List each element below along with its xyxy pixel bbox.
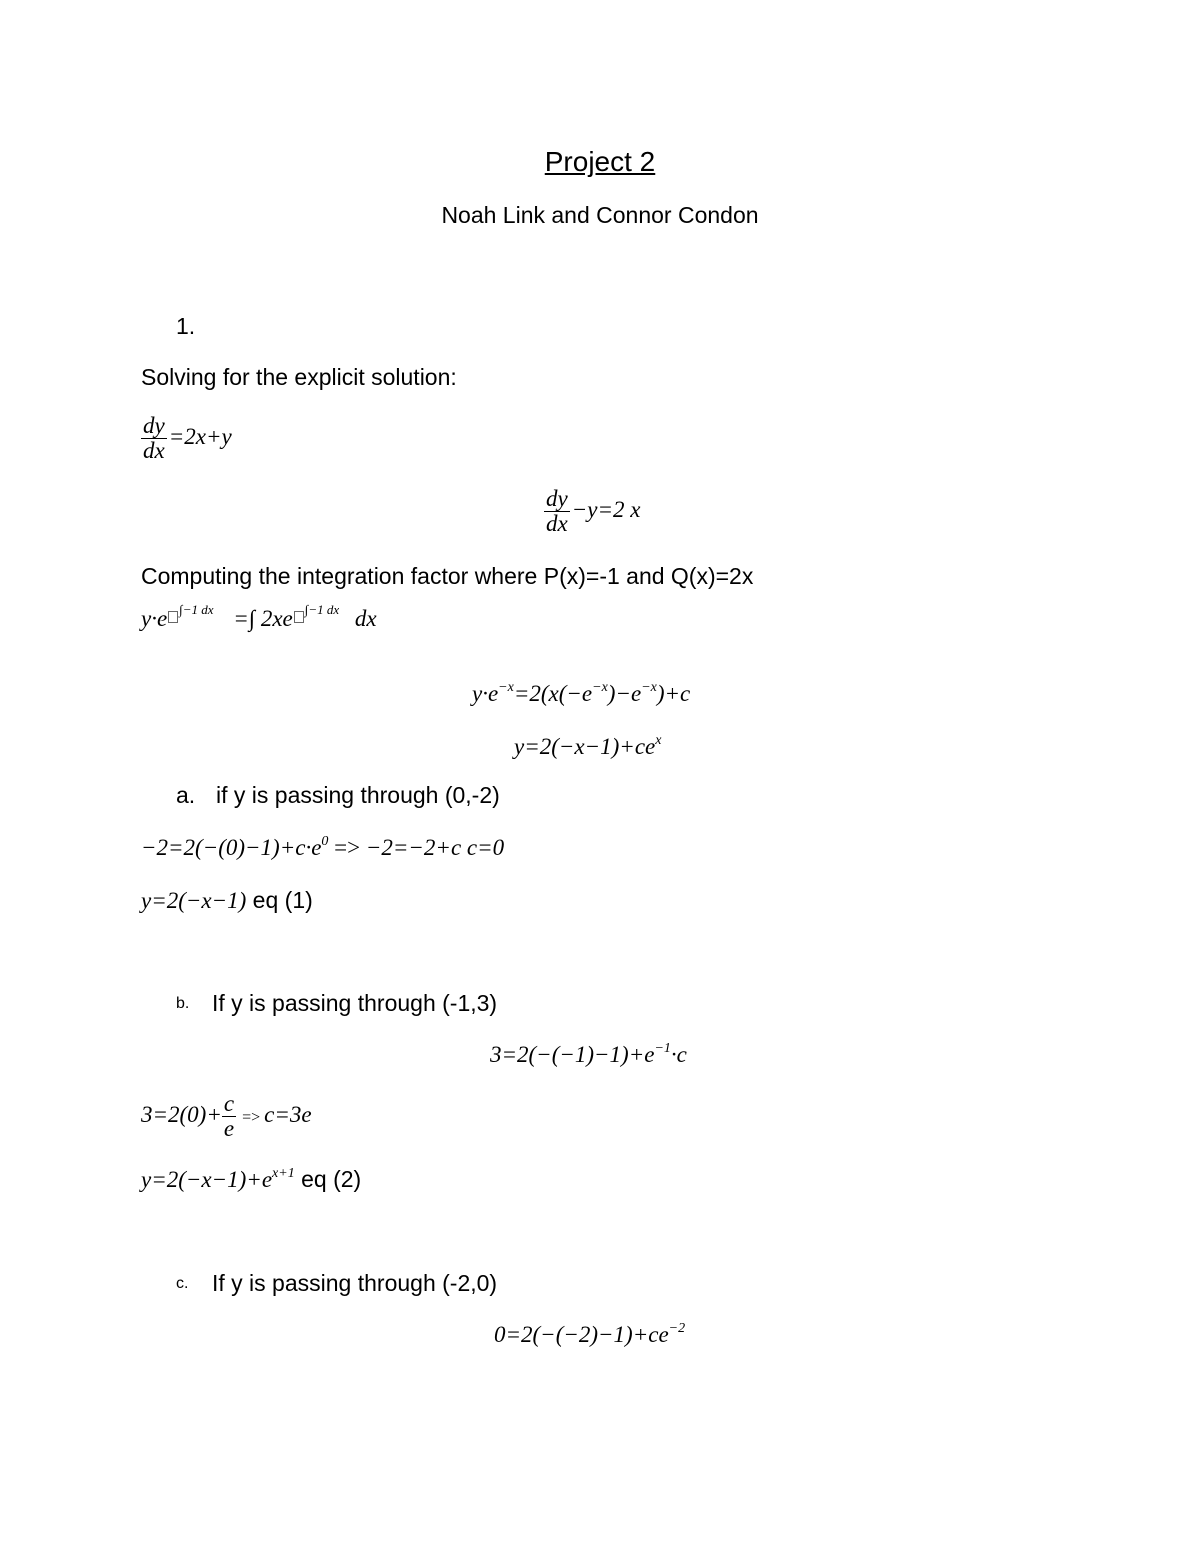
part-b-line3: $y=2(-x-1)+e^{x+1}$ eq (2) [141,1166,362,1192]
fraction-dy-dx: $\frac{dy}{dx}$ [143,413,165,464]
part-c-line1: $0=2(-(-2)-1)+ce^{-2}$ [494,1321,686,1347]
placeholder-box [294,611,304,623]
part-a-heading: if y is passing through (0,-2) [216,782,500,808]
equation-integrated: $y\cdot e^{-x}=2(x(-e^{-x})-e^{-x})+c$ [472,680,691,706]
page-title: Project 2 [544,146,656,177]
fraction-dy-dx: $\frac{dy}{dx}$ [546,486,568,537]
explicit-heading: Solving for the explicit solution: [141,364,457,390]
equation-integration-factor: y·e $^{\int-1 dx}$ =∫ 2xe $^{\int-1 dx}$ dx [141,602,377,631]
problem-number: 1. [176,313,196,339]
placeholder-box [168,611,178,623]
equation-general-solution: $y=2(-x-1)+ce^x$ [514,733,662,759]
integration-heading: Computing the integration factor where P(x)=-1 and Q(x)=2x [141,563,754,589]
part-b-label: b. [176,995,190,1012]
part-b-heading: If y is passing through (-1,3) [212,990,498,1016]
part-a-line2: y=2(−x−1) eq (1) [141,887,313,913]
part-b-line1: $3=2(-(-1)-1)+e^{-1}\cdot c$ [490,1041,687,1067]
part-c-label: c. [176,1275,189,1292]
equation-linear-form: $\frac{dy}{dx}$ −y=2 x [546,486,641,537]
part-c-heading: If y is passing through (-2,0) [212,1270,498,1296]
part-b-line2: 3=2(0)+ $\frac{c}{e}$ => c=3e [141,1091,312,1142]
fraction-c-over-e: $\frac{c}{e}$ [223,1091,235,1142]
part-a-label: a. [176,782,196,808]
part-a-line1: $-2=2(-(0)-1)+c\cdot e^0 => -2=-2+c$ c=0 [141,834,505,860]
authors-line: Noah Link and Connor Condon [441,202,759,228]
equation-ode: $\frac{dy}{dx}$ =2x+y [143,413,232,464]
